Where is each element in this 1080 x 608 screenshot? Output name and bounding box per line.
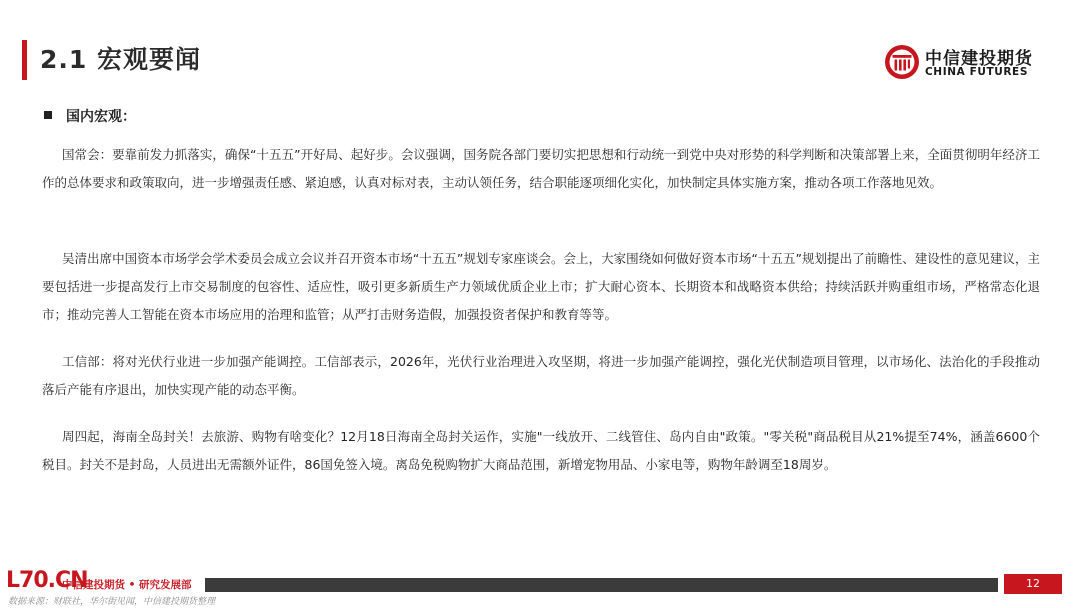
page-number: 12 [1026,577,1040,590]
footer-org-label: 中信建投期货 • 研究发展部 [62,579,192,591]
citic-logo-icon [884,44,920,80]
logo-chinese-name: 中信建投期货 [925,49,1033,69]
company-logo [884,44,1054,84]
news-paragraph-state-council: 国常会：要靠前发力抓落实，确保“十五五”开好局、起好步。会议强调，国务院各部门要切实把思想和行动统一到党中央对形势的科学判断和决策部署上来，全面贯彻明年经济工作的总体要求和政策取向，进一步增强责任感、紧迫感，认真对标对表，主动认领任务，结合职能逐项细化实化，加快制定具体实施方案，推动各项工作落地见效。 [42,147,1040,190]
section-heading-label: 国内宏观： [66,109,136,125]
news-paragraph-hainan: 周四起，海南全岛封关！去旅游、购物有啥变化？12月18日海南全岛封关运作，实施"一线放开、二线管住、岛内自由"政策。"零关税"商品税目从21%提至74%，涵盖6600个税目。封关不是封岛，人员进出无需额外证件，86国免签入境。离岛免税购物扩大商品范围，新增宠物用品、小家电等，购物年龄调至18周岁。 [42,429,1040,472]
section-heading [44,106,136,128]
data-source-note: 数据来源：财联社，华尔街见闻，中信建投期货整理 [8,597,216,607]
news-paragraph-miit-photovoltaic: 工信部：将对光伏行业进一步加强产能调控。工信部表示，2026年，光伏行业治理进入攻坚期，将进一步加强产能调控，强化光伏制造项目管理，以市场化、法治化的手段推动落后产能有序退出，加快实现产能的动态平衡。 [42,354,1040,397]
watermark: L70.CN [6,568,88,593]
logo-english-name: CHINA FUTURES [925,66,1028,78]
page-title: 2.1 宏观要闻 [40,45,201,74]
square-bullet-icon [44,111,52,119]
title-accent-bar [22,40,27,80]
news-paragraph-capital-market: 吴清出席中国资本市场学会学术委员会成立会议并召开资本市场“十五五”规划专家座谈会。会上，大家围绕如何做好资本市场“十五五”规划提出了前瞻性、建设性的意见建议，主要包括进一步提高发行上市交易制度的包容性、适应性，吸引更多新质生产力领域优质企业上市；扩大耐心资本、长期资本和战略资本供给；持续活跃并购重组市场，严格常态化退市；推动完善人工智能在资本市场应用的治理和监管；从严打击财务造假，加强投资者保护和教育等等。 [42,251,1040,322]
footer-bar [205,578,998,592]
